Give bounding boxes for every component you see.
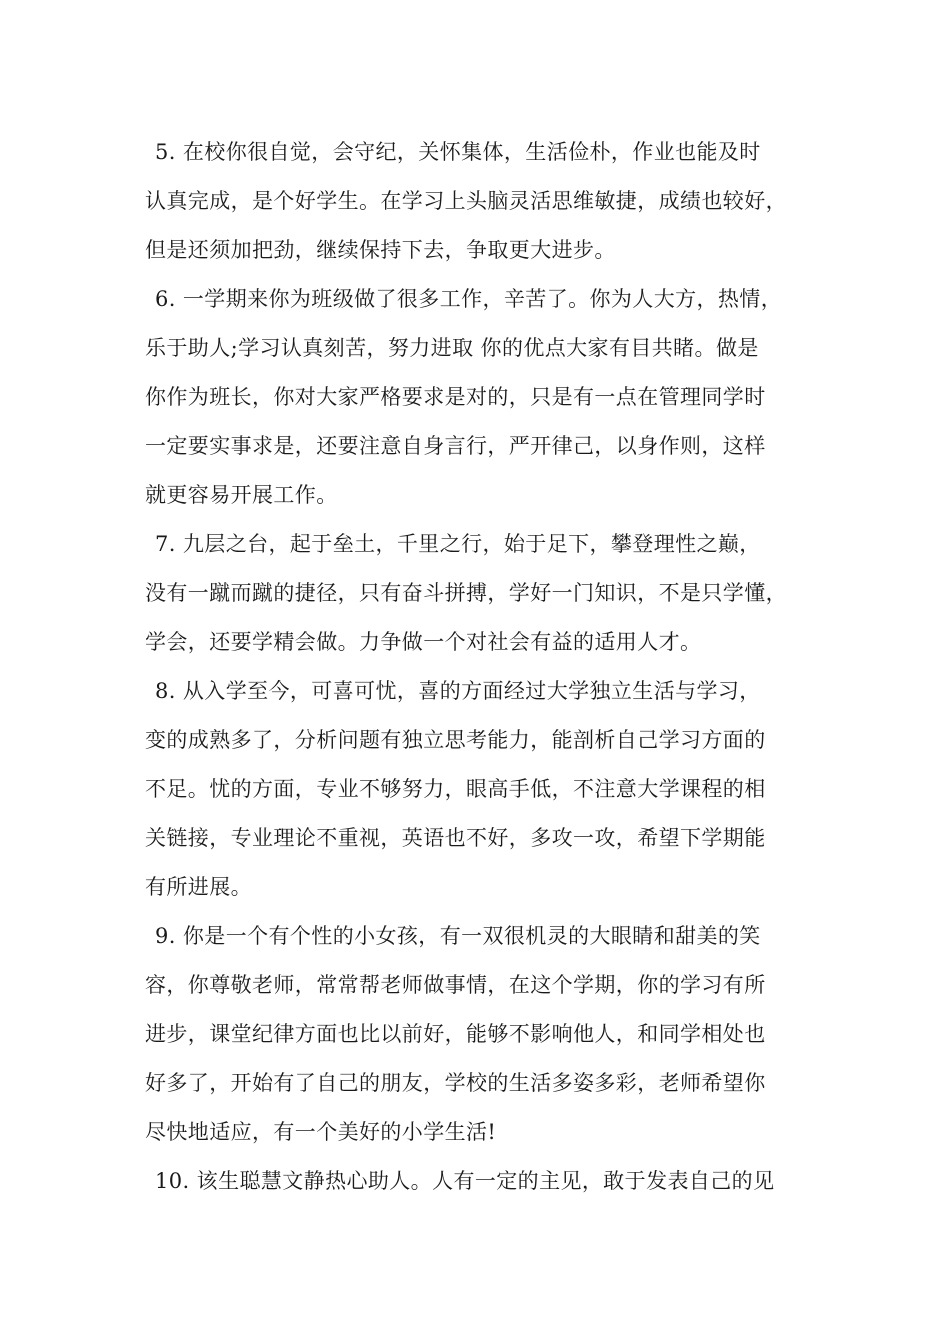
paragraph-line: 乐于助人;学习认真刻苦，努力进取 你的优点大家有目共睹。做是 — [145, 336, 759, 360]
paragraph-line: 关链接，专业理论不重视，英语也不好，多攻一攻，希望下学期能 — [145, 826, 766, 850]
paragraph-line: 6. 一学期来你为班级做了很多工作，辛苦了。你为人大方，热情， — [155, 287, 783, 311]
paragraph-line: 没有一蹴而蹴的捷径，只有奋斗拼搏，学好一门知识，不是只学懂， — [145, 581, 787, 605]
comment-paragraph-6 — [145, 275, 815, 520]
paragraph-line: 一定要实事求是，还要注意自身言行，严开律己，以身作则，这样 — [145, 434, 766, 458]
paragraph-line: 但是还须加把劲，继续保持下去，争取更大进步。 — [145, 238, 616, 262]
paragraph-line: 不足。忧的方面，专业不够努力，眼高手低，不注意大学课程的相 — [145, 777, 766, 801]
paragraph-line: 5. 在校你很自觉，会守纪，关怀集体，生活俭朴，作业也能及时 — [155, 140, 761, 164]
paragraph-line: 进步，课堂纪律方面也比以前好，能够不影响他人，和同学相处也 — [145, 1022, 766, 1046]
paragraph-line: 就更容易开展工作。 — [145, 483, 338, 507]
comment-paragraph-10 — [145, 1157, 815, 1206]
paragraph-line: 学会，还要学精会做。力争做一个对社会有益的适用人才。 — [145, 630, 702, 654]
comment-paragraph-8 — [145, 667, 815, 912]
comment-paragraph-9 — [145, 912, 815, 1157]
paragraph-line: 10. 该生聪慧文静热心助人。人有一定的主见，敢于发表自己的见 — [155, 1169, 775, 1193]
document-body — [145, 128, 815, 1206]
paragraph-line: 容，你尊敬老师，常常帮老师做事情，在这个学期，你的学习有所 — [145, 973, 766, 997]
paragraph-line: 有所进展。 — [145, 875, 252, 899]
paragraph-line: 9. 你是一个有个性的小女孩，有一双很机灵的大眼睛和甜美的笑 — [155, 924, 761, 948]
paragraph-line: 变的成熟多了，分析问题有独立思考能力，能剖析自己学习方面的 — [145, 728, 766, 752]
comment-paragraph-5 — [145, 128, 815, 275]
paragraph-line: 认真完成，是个好学生。在学习上头脑灵活思维敏捷，成绩也较好， — [145, 189, 787, 213]
paragraph-line: 好多了，开始有了自己的朋友，学校的生活多姿多彩，老师希望你 — [145, 1071, 766, 1095]
comment-paragraph-7 — [145, 520, 815, 667]
paragraph-line: 7. 九层之台，起于垒土，千里之行，始于足下，攀登理性之巅， — [155, 532, 761, 556]
paragraph-line: 8. 从入学至今，可喜可忧，喜的方面经过大学独立生活与学习， — [155, 679, 761, 703]
paragraph-line: 尽快地适应，有一个美好的小学生活! — [145, 1120, 497, 1144]
paragraph-line: 你作为班长，你对大家严格要求是对的，只是有一点在管理同学时 — [145, 385, 766, 409]
